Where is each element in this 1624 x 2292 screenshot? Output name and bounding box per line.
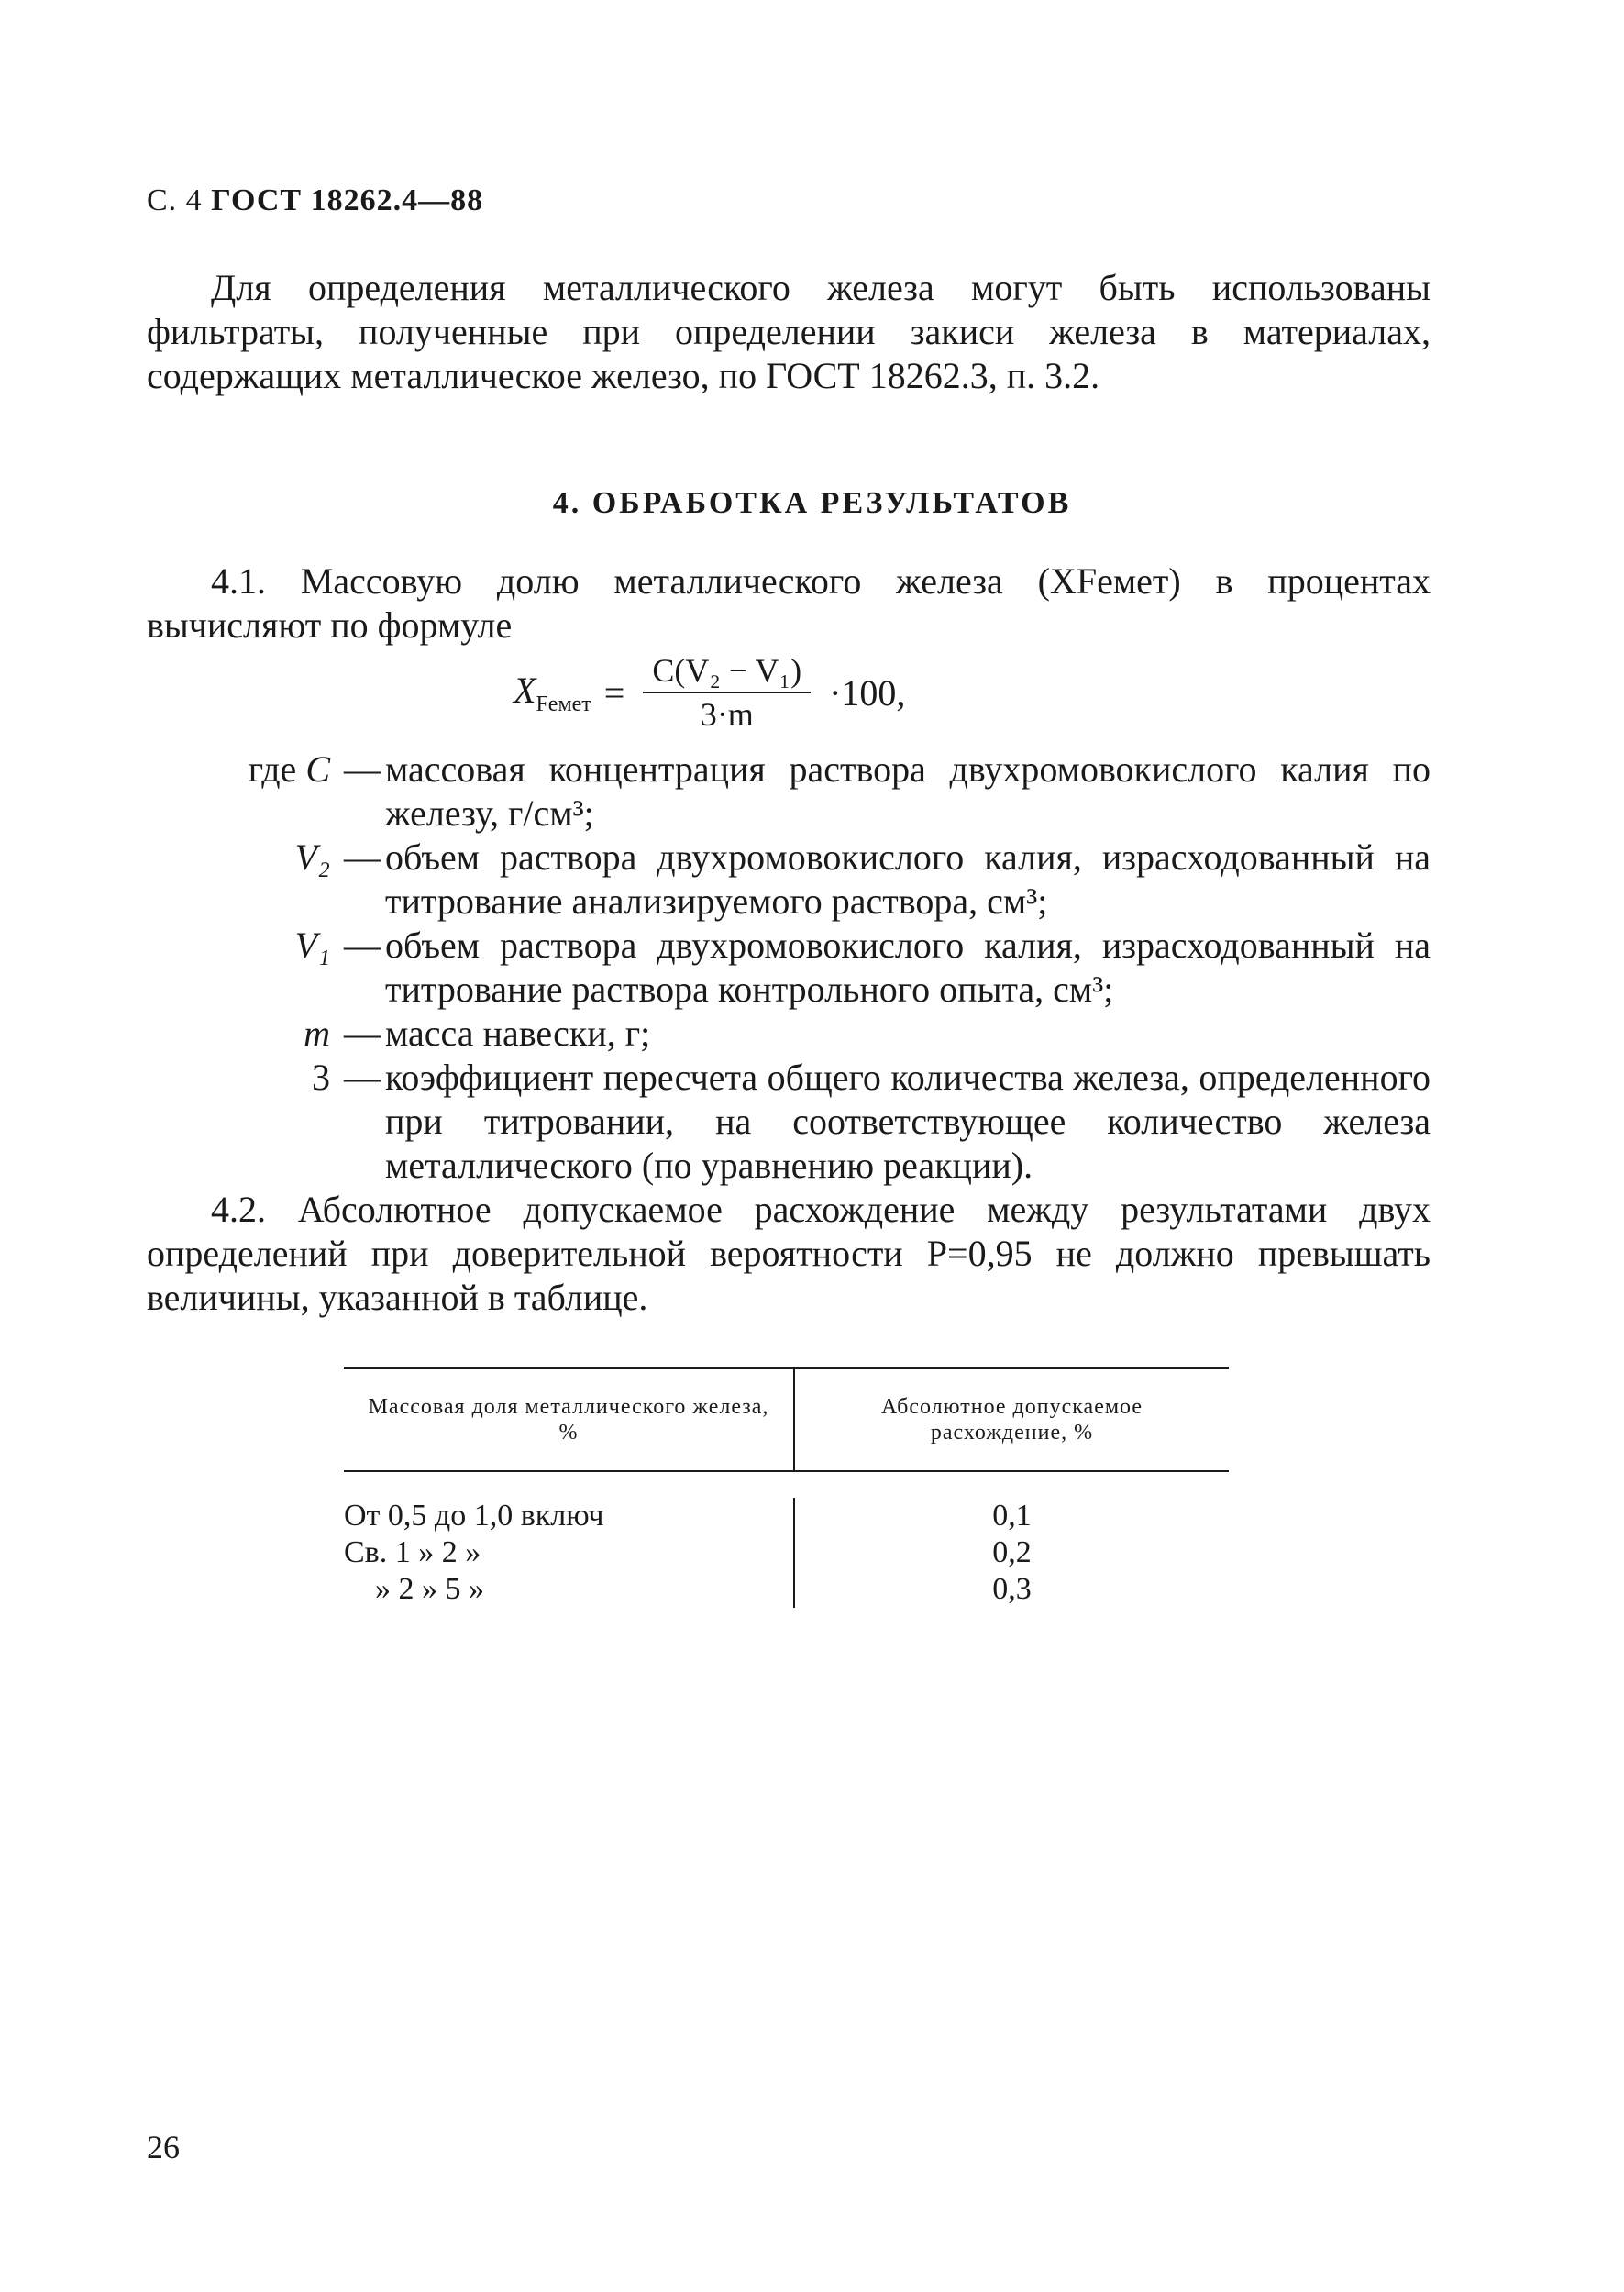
definition-text: объем раствора двухромовокислого калия, израсходованный на титрование анализируемого раствора, см³; (385, 836, 1431, 922)
table-row-label: От 0,5 до 1,0 включ (344, 1499, 604, 1533)
standard-title: ГОСТ 18262.4—88 (211, 183, 484, 217)
table-body (344, 1472, 1229, 1608)
table-row-label: » 2 » 5 » (375, 1572, 484, 1606)
table-row-value: 0,3 (992, 1572, 1032, 1606)
table-row-label: Св. 1 » 2 » (344, 1535, 481, 1569)
page-prefix: С. 4 (147, 183, 203, 217)
formula-lhs: $X_{Feмет}$ (514, 669, 591, 716)
formula-numerator: C(V₂ − V₁) (643, 651, 811, 693)
definition-item: V₁ — объем раствора двухромовокислого калия, израсходованный на титрование раствора контрольного опыта, см³; (294, 925, 1431, 1010)
definition-text: коэффициент пересчета общего количества железа, определенного при титровании, на соответствующее количество железа металлического (по уравнению реакции). (385, 1057, 1431, 1186)
table-row-value: 0,2 (992, 1535, 1032, 1569)
formula (514, 651, 905, 734)
page-header (147, 183, 483, 218)
definition-text: масса навески, г; (385, 1013, 651, 1054)
formula-fraction (643, 651, 811, 734)
definition-item: 3 — коэффициент пересчета общего количества железа, определенного при титровании, на соответствующее количество железа металлического (по уравнению реакции). (312, 1057, 1431, 1186)
definitions-list (147, 747, 1431, 1320)
definition-symbol: C (305, 748, 330, 790)
formula-tail: ·100, (829, 671, 906, 714)
definition-item: где C — массовая концентрация раствора двухромовокислого калия по железу, г/см³; (248, 748, 1431, 834)
table-header (344, 1369, 1229, 1472)
definition-text: объем раствора двухромовокислого калия, израсходованный на титрование раствора контрольного опыта, см³; (385, 925, 1431, 1010)
definition-symbol: V₁ (294, 925, 330, 966)
column-header-mass-fraction: Массовая доля металлического железа, % (368, 1395, 769, 1445)
tolerance-table (344, 1367, 1229, 1608)
table-row-value: 0,1 (992, 1499, 1032, 1533)
formula-denominator: 3·m (700, 696, 754, 733)
column-header-tolerance: Абсолютное допускаемое расхождение, % (793, 1369, 1229, 1470)
definition-symbol: V₂ (294, 836, 330, 878)
paragraph-4-2: 4.2. Абсолютное допускаемое расхождение между результатами двух определений при доверительной вероятности P=0,95 не должно превышать величины, указанной в таблице. (147, 1189, 1431, 1318)
definition-item: m — масса навески, г; (147, 1012, 1431, 1056)
section-title: 4. ОБРАБОТКА РЕЗУЛЬТАТОВ (552, 486, 1072, 520)
paragraph-4-1: 4.1. Массовую долю металлического железа (XFeмет) в процентах вычисляют по формуле (147, 560, 1431, 646)
formula-equals: = (603, 671, 625, 714)
definition-item: V₂ — объем раствора двухромовокислого калия, израсходованный на титрование анализируемого раствора, см³; (294, 836, 1431, 922)
intro-paragraph: Для определения металлического железа могут быть использованы фильтраты, полученные при определении закиси железа в материалах, содержащих металлическое железо, по ГОСТ 18262.3, п. 3.2. (147, 267, 1431, 396)
definition-symbol: 3 (312, 1057, 330, 1098)
definition-text: массовая концентрация раствора двухромовокислого калия по железу, г/см³; (385, 748, 1431, 834)
definition-symbol: m (304, 1013, 330, 1054)
page-number: 26 (147, 2129, 180, 2165)
